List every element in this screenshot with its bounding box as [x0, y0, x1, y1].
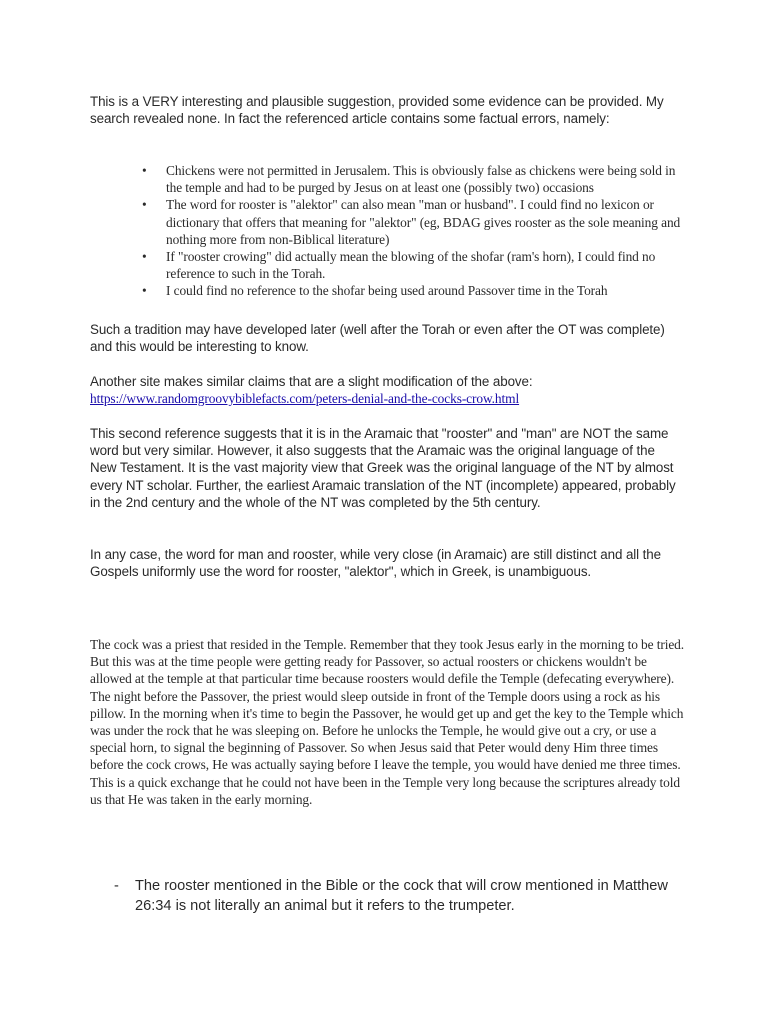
- list-item: [142, 282, 682, 299]
- tradition-paragraph: Such a tradition may have developed later (well after the Torah or even after the OT was complete) and this would be interesting to know.: [90, 322, 665, 355]
- reference-link[interactable]: https://www.randomgroovybiblefacts.com/peters-denial-and-the-cocks-crow.html: [90, 391, 520, 407]
- list-item: [142, 248, 682, 282]
- intro-paragraph: This is a VERY interesting and plausible suggestion, provided some evidence can be provided. My search revealed none. In fact the referenced article contains some factual errors, namely:: [90, 94, 664, 127]
- bullet-icon: •: [142, 163, 147, 178]
- factual-errors-list: [142, 162, 682, 300]
- cock-priest-paragraph: The cock was a priest that resided in the Temple. Remember that they took Jesus early in the morning to be tried. But this was at the time people were getting ready for Passover, so actual roosters or chickens wouldn't be allowed at the temple at that particular time because roosters would defile the Temple (defecating everywhere). The night before the Passover, the priest would sleep outside in front of the Temple doors using a rock as his pillow. In the morning when it's time to begin the Passover, he would get up and get the key to the Temple which was under the rock that he was sleeping on. Before he unlocks the Temple, he would give out a cry, or use a special horn, to signal the beginning of Passover. So when Jesus said that Peter would deny Him three times before the cock crows, He was actually saying before I leave the temple, you would have denied me three times. This is a quick exchange that he could not have been in the Temple very long because the scriptures already told us that He was taken in the early morning.: [90, 637, 685, 807]
- another-site-paragraph: [90, 373, 682, 407]
- trumpeter-text: The rooster mentioned in the Bible or the cock that will crow mentioned in Matthew 26:34 is not literally an animal but it refers to the trumpeter.: [135, 878, 668, 914]
- any-case-paragraph: In any case, the word for man and rooster, while very close (in Aramaic) are still distinct and all the Gospels uniformly use the word for rooster, "alektor", which in Greek, is unambiguous.: [90, 547, 661, 580]
- bullet-icon: •: [142, 283, 147, 299]
- dash-icon: -: [114, 878, 119, 894]
- list-item-text: Chickens were not permitted in Jerusalem. This is obviously false as chickens were being sold in the temple and had to be purged by Jesus on at least one (possibly two) occasions: [166, 163, 676, 196]
- second-reference-paragraph: This second reference suggests that it is in the Aramaic that "rooster" and "man" are NOT the same word but very similar. However, it also suggests that the Aramaic was the original language of the New Testament. It is the vast majority view that Greek was the original language of the NT by almost every NT scholar. Further, the earliest Aramaic translation of the NT (incomplete) appeared, probably in the 2nd century and the whole of the NT was completed by the 5th century.: [90, 426, 676, 510]
- trumpeter-list-item: [114, 876, 674, 916]
- list-item-text: If "rooster crowing" did actually mean the blowing of the shofar (ram's horn), I could find no reference to such in the Torah.: [166, 249, 656, 282]
- another-site-text: Another site makes similar claims that are a slight modification of the above:: [90, 374, 533, 389]
- bullet-icon: •: [142, 197, 147, 213]
- list-item-text: I could find no reference to the shofar being used around Passover time in the Torah: [166, 283, 608, 299]
- list-item-text: The word for rooster is "alektor" can also mean "man or husband". I could find no lexicon or dictionary that offers that meaning for "alektor" (eg, BDAG gives rooster as the sole meaning and nothing more from non-Biblical literature): [166, 197, 681, 247]
- list-item: [142, 162, 682, 196]
- bullet-icon: •: [142, 249, 147, 265]
- list-item: [142, 196, 682, 248]
